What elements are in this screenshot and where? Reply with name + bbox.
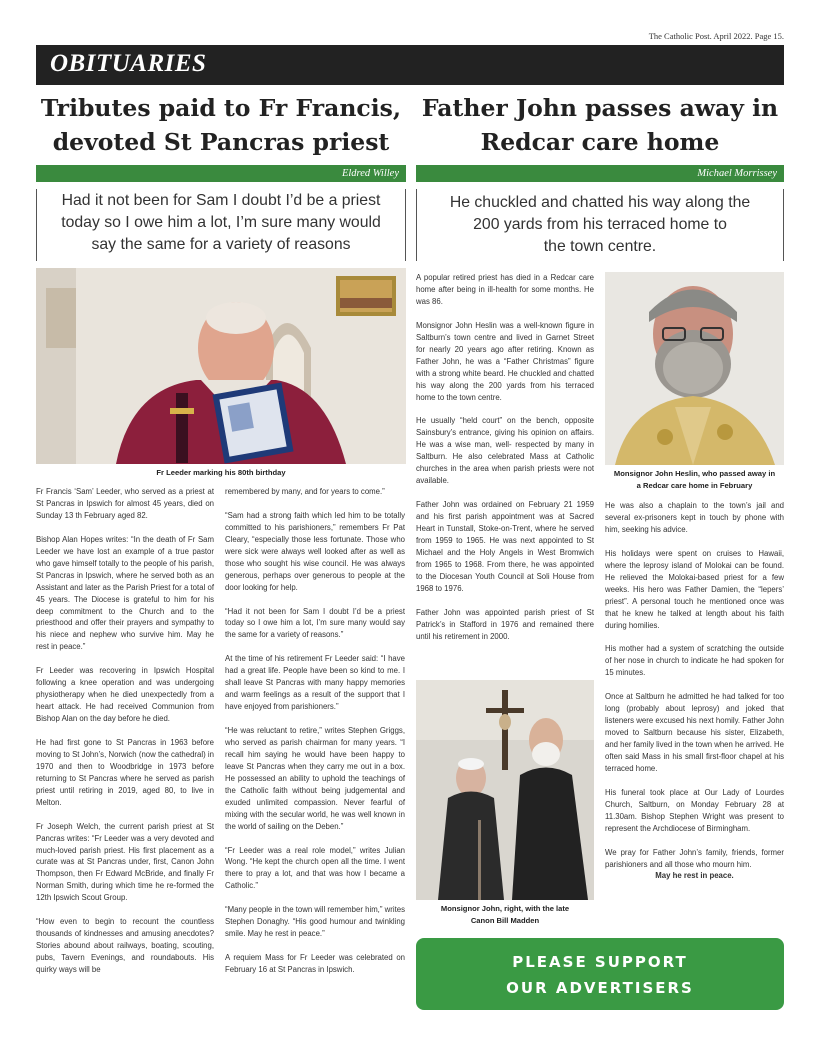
- paragraph: “Had it not been for Sam I doubt I’d be a priest today so I owe him a lot, I’m sure many would say the same for a variety of reasons.”: [225, 606, 405, 640]
- right-standfirst-line-2: 200 yards from his terraced home to: [473, 216, 727, 233]
- fr-leeder-photo-caption: Fr Leeder marking his 80th birthday: [156, 468, 286, 477]
- right-standfirst-line-1: He chuckled and chatted his way along the: [449, 194, 751, 211]
- paragraph: A popular retired priest has died in a Redcar care home after being in ill-health for some months. He was 86.: [416, 273, 594, 306]
- right-headline-line-1: Father John passes away in: [421, 94, 779, 122]
- running-head: The Catholic Post. April 2022. Page 15.: [648, 31, 784, 41]
- paragraph: At the time of his retirement Fr Leeder said: “I have had a great life. People have been so kind to me. I shall leave St Pancras with many happy memories and warm feelings as a result of the support that I have enjoyed from parishioners.”: [225, 654, 405, 712]
- left-article-column-2: [225, 486, 405, 976]
- paragraph: Bishop Alan Hopes writes: “In the death of Fr Sam Leeder we have lost an example of a true pastor who gave himself totally to the people of his parish, St Pancras in Ipswich, where he served both as an Assistant and later as the Parish Priest for a total of 45 years. The Diocese is grateful to him for his deep commitment to the Church and to the priesthood and offer their prayers and sympathy to his niece and nephew who survive him. May he rest in peace.”: [36, 534, 214, 652]
- right-headline-line-2: Redcar care home: [480, 128, 720, 156]
- left-standfirst-line-1: Had it not been for Sam I doubt I’d be a priest: [61, 192, 381, 209]
- right-article-column-2: [605, 500, 784, 882]
- monsignor-john-canon-photo: [416, 680, 594, 900]
- section-title: OBITUARIES: [50, 50, 207, 77]
- paragraph: Fr Leeder was recovering in Ipswich Hospital following a knee operation and was undergoing physiotherapy when he died unexpectedly from a heart attack. He had received Communion from Bishop Alan on the day before he died.: [36, 666, 214, 724]
- right-standfirst: [416, 189, 784, 261]
- caption-line: a Redcar care home in February: [636, 481, 753, 490]
- caption-line: Canon Bill Madden: [470, 916, 540, 925]
- paragraph: Fr Francis ‘Sam’ Leeder, who served as a priest at St Pancras in Ipswich for almost 45 years, died on Sunday 13 th February aged 82.: [36, 487, 214, 520]
- paragraph: His mother had a system of scratching the outside of her nose in church to indicate he had spoken for 15 minutes.: [605, 644, 784, 678]
- support-advertisers-box: [416, 938, 784, 1010]
- left-headline: [36, 91, 406, 159]
- advert-line-2: OUR ADVERTISERS: [506, 979, 694, 997]
- paragraph: remembered by many, and for years to come.”: [225, 487, 385, 496]
- closing-line: May he rest in peace.: [655, 871, 734, 881]
- monsignor-heslin-photo: [605, 272, 784, 465]
- section-banner: [36, 45, 784, 85]
- fr-leeder-photo: [36, 268, 406, 464]
- paragraph: Once at Saltburn he admitted he had talked for too long (probably about leprosy) and joked that listeners were excused his next homily. Father John moved to Saltburn because his sister, Elizabeth, and her family lived in the town when he arrived. He often said Mass in his small first-floor chapel at his terraced home.: [605, 692, 784, 773]
- paragraph: Fr Joseph Welch, the current parish priest at St Pancras writes: “Fr Leeder was a very devoted and much-loved parish priest. His first placement as a curate was at St Pancras under, first, Canon John Thompson, then Fr Edward McBride, and finally Fr Norman Smith, during which time he re-formed the 12th Ipswich Scout Group.: [36, 821, 214, 903]
- paragraph: He usually “held court” on the bench, opposite Sainsbury’s entrance, giving his opinion on affairs. He was a wise man, well- respected by many in Saltburn. He also celebrated Mass at Catholic churches in the area when parish priests were not available.: [416, 416, 594, 486]
- monsignor-john-canon-caption: [416, 903, 594, 927]
- paragraph: “Many people in the town will remember him,” writes Stephen Donaghy. “His good humour and twinkling smile. May he rest in peace.”: [225, 905, 405, 939]
- paragraph: “He was reluctant to retire,” writes Stephen Griggs, who served as parish chairman for many years. “I recall him saying he would have been happy to leave St Pancras when they carry me out in a box. He possessed an ability to uphold the teachings of the Catholic faith without being judgemental and exuded unlimited compassion. Never fearful of mixing with the secular world, he was well known in the world of sailing on the Deben.”: [225, 726, 405, 831]
- left-article-column-1: [36, 486, 214, 976]
- left-byline: Eldred Willey: [36, 165, 406, 182]
- monsignor-heslin-caption: [605, 468, 784, 492]
- caption-line: Monsignor John Heslin, who passed away in: [613, 469, 776, 478]
- left-standfirst-line-3: say the same for a variety of reasons: [91, 236, 351, 253]
- left-headline-line-2: devoted St Pancras priest: [52, 128, 390, 156]
- paragraph: Father John was ordained on February 21 1959 and his first parish appointment was at Sacred Heart in Tunstall, Stoke-on-Trent, where he served from 1959 to 1965. He was next appointed to St Michael and the Holy Angels in West Bromwich from 1965 to 1968. From there, he was appointed to the Diocesan Youth Council at Soli House from 1968 to 1976.: [416, 500, 594, 593]
- paragraph: His holidays were spent on cruises to Hawaii, where the leprosy island of Molokai can be found. He relieved the Molokai-based priest for a few weeks. His hero was Father Damien, the “lepers’ priest”. A personal touch he mentioned once was that he knew he talked at length about his faith during homilies.: [605, 548, 784, 630]
- right-article-column-1: [416, 272, 594, 642]
- paragraph: He had first gone to St Pancras in 1963 before moving to St John’s, Norwich (now the cathedral) in 1970 and then to Woodbridge in 1973 before returning to St Pancras where he served as parish priest until retiring in 2019, aged 80, to live in Melton.: [36, 737, 214, 807]
- paragraph: His funeral took place at Our Lady of Lourdes Church, Saltburn, on Monday February 28 at 11.30am. Bishop Stephen Wright was present to represent the Archdiocese of Birmingham.: [605, 787, 784, 833]
- paragraph: “Fr Leeder was a real role model,” writes Julian Wong. “He kept the church open all the time. I went there to pray a lot, and that was how I became a Catholic.”: [225, 845, 405, 891]
- paragraph: He was also a chaplain to the town’s jail and several ex-prisoners kept in touch by phone with him, seeking his advice.: [605, 501, 784, 534]
- right-byline: Michael Morrissey: [416, 165, 784, 182]
- paragraph: A requiem Mass for Fr Leeder was celebrated on February 16 at St Pancras in Ipswich.: [225, 953, 405, 975]
- paragraph: Monsignor John Heslin was a well-known figure in Saltburn’s town centre and lived in Garnet Street for nearly 20 years ago after retiring. Known as Father John, he was a “Father Christmas” figure with a strong white beard. He chuckled and chatted his way along the 200 yards from his terraced home to the town centre.: [416, 320, 594, 402]
- left-standfirst-line-2: today so I owe him a lot, I’m sure many would: [61, 214, 381, 231]
- right-standfirst-line-3: the town centre.: [543, 238, 657, 255]
- left-standfirst: [36, 189, 406, 261]
- caption-line: Monsignor John, right, with the late: [440, 904, 570, 913]
- paragraph: “How even to begin to recount the countless thousands of kindnesses and amusing anecdotes? Stories abound about railways, boating, scouting, pubs, Tavern Evenings, and roundabouts. His quirky ways will be: [36, 917, 214, 975]
- paragraph: We pray for Father John’s family, friends, former parishioners and all those who mourn him.: [605, 847, 784, 869]
- right-headline: [416, 91, 784, 159]
- advert-line-1: PLEASE SUPPORT: [512, 953, 688, 971]
- paragraph: Father John was appointed parish priest of St Patrick’s in Stafford in 1976 and remained there until his retirement in 2000.: [416, 607, 594, 641]
- left-headline-line-1: Tributes paid to Fr Francis,: [40, 94, 402, 122]
- paragraph: “Sam had a strong faith which led him to be totally committed to his parishioners,” remembers Fr Pat Cleary, “especially those less fortunate. Those who were sick were always well looked after as well as those who sought his wise council. He was always generous, perhaps over generous to people at the door looking for help.: [225, 510, 405, 592]
